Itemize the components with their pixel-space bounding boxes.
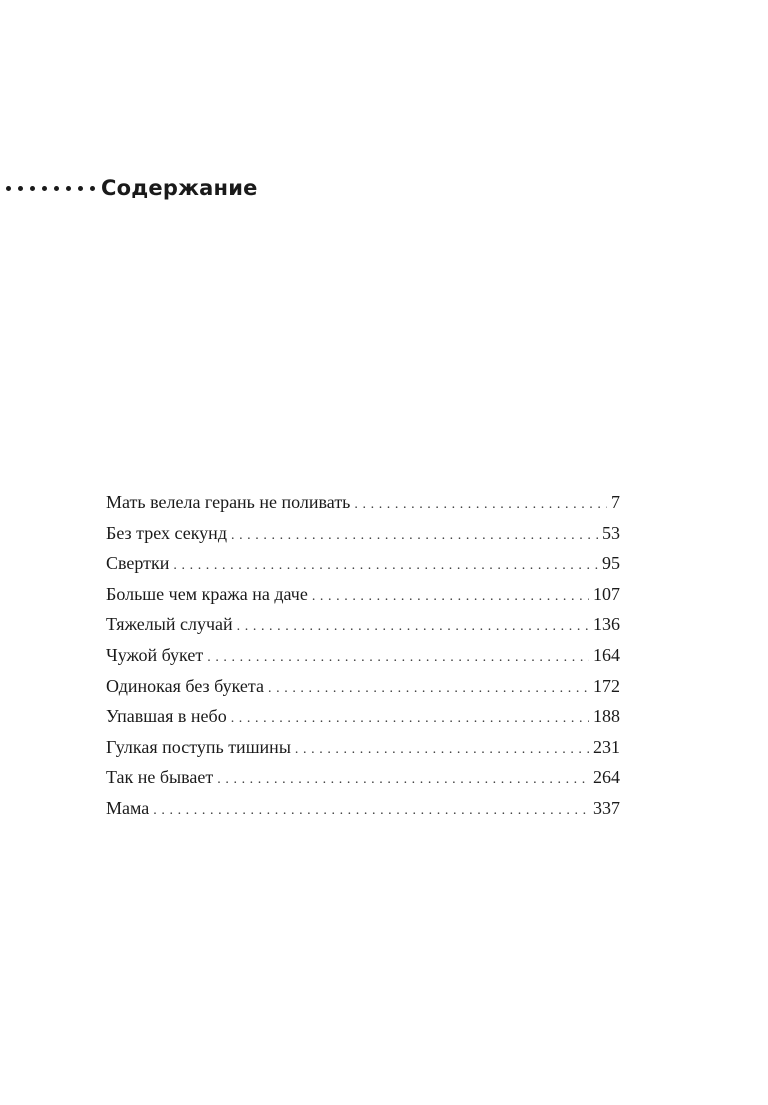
- toc-entry-title: Так не бывает: [106, 767, 214, 788]
- dot-leader: [237, 612, 589, 643]
- toc-entry: [106, 793, 620, 824]
- toc-entry: [106, 518, 620, 549]
- toc-entry: [106, 732, 620, 763]
- toc-entry-page: 172: [593, 675, 620, 696]
- dot-leader: [207, 643, 589, 674]
- dot-leader: [295, 735, 589, 766]
- dot-leader: [231, 704, 589, 735]
- toc-entry-title: Гулкая поступь тишины: [106, 736, 291, 757]
- leader-dot: [66, 186, 71, 191]
- dot-leader: [173, 551, 598, 582]
- toc-entry: [106, 762, 620, 793]
- toc-entry-title: Без трех секунд: [106, 522, 227, 543]
- leader-dot: [18, 186, 23, 191]
- toc-entry-page: 337: [593, 797, 620, 818]
- dot-leader: [354, 490, 607, 521]
- page-title: Содержание: [101, 176, 258, 200]
- leader-dot: [42, 186, 47, 191]
- dot-leader: [153, 796, 589, 827]
- toc-entry-title: Чужой букет: [106, 644, 204, 665]
- toc-entry-page: 188: [593, 706, 620, 727]
- toc-entry: [106, 579, 620, 610]
- toc-entry: [106, 701, 620, 732]
- heading-dot-leader: [6, 186, 95, 191]
- contents-heading: [0, 171, 258, 205]
- toc-entry-title: Одинокая без букета: [106, 675, 265, 696]
- toc-entry-title: Мать велела герань не поливать: [106, 492, 351, 512]
- leader-dot: [90, 186, 95, 191]
- toc-entry-title: Мама: [106, 797, 150, 818]
- toc-entry-page: 7: [611, 492, 620, 512]
- toc-entry-page: 264: [593, 767, 620, 788]
- toc-entry: [106, 640, 620, 671]
- table-of-contents: [106, 487, 620, 824]
- toc-entry: [106, 671, 620, 702]
- leader-dot: [30, 186, 35, 191]
- toc-entry-title: Упавшая в небо: [106, 706, 227, 727]
- toc-entry-title: Тяжелый случай: [106, 614, 233, 635]
- toc-entry: [106, 487, 620, 518]
- dot-leader: [312, 582, 589, 613]
- toc-entry-page: 107: [593, 583, 620, 604]
- toc-entry-page: 136: [593, 614, 620, 635]
- dot-leader: [231, 521, 598, 552]
- leader-dot: [54, 186, 59, 191]
- toc-entry-page: 53: [602, 522, 620, 543]
- dot-leader: [268, 674, 589, 705]
- dot-leader: [217, 765, 589, 796]
- leader-dot: [6, 186, 11, 191]
- toc-entry: [106, 548, 620, 579]
- toc-entry: [106, 609, 620, 640]
- toc-entry-title: Больше чем кража на даче: [106, 583, 308, 604]
- leader-dot: [78, 186, 83, 191]
- toc-entry-page: 164: [593, 644, 620, 665]
- toc-entry-page: 231: [593, 736, 620, 757]
- toc-entry-page: 95: [602, 553, 620, 574]
- toc-entry-title: Свертки: [106, 553, 170, 574]
